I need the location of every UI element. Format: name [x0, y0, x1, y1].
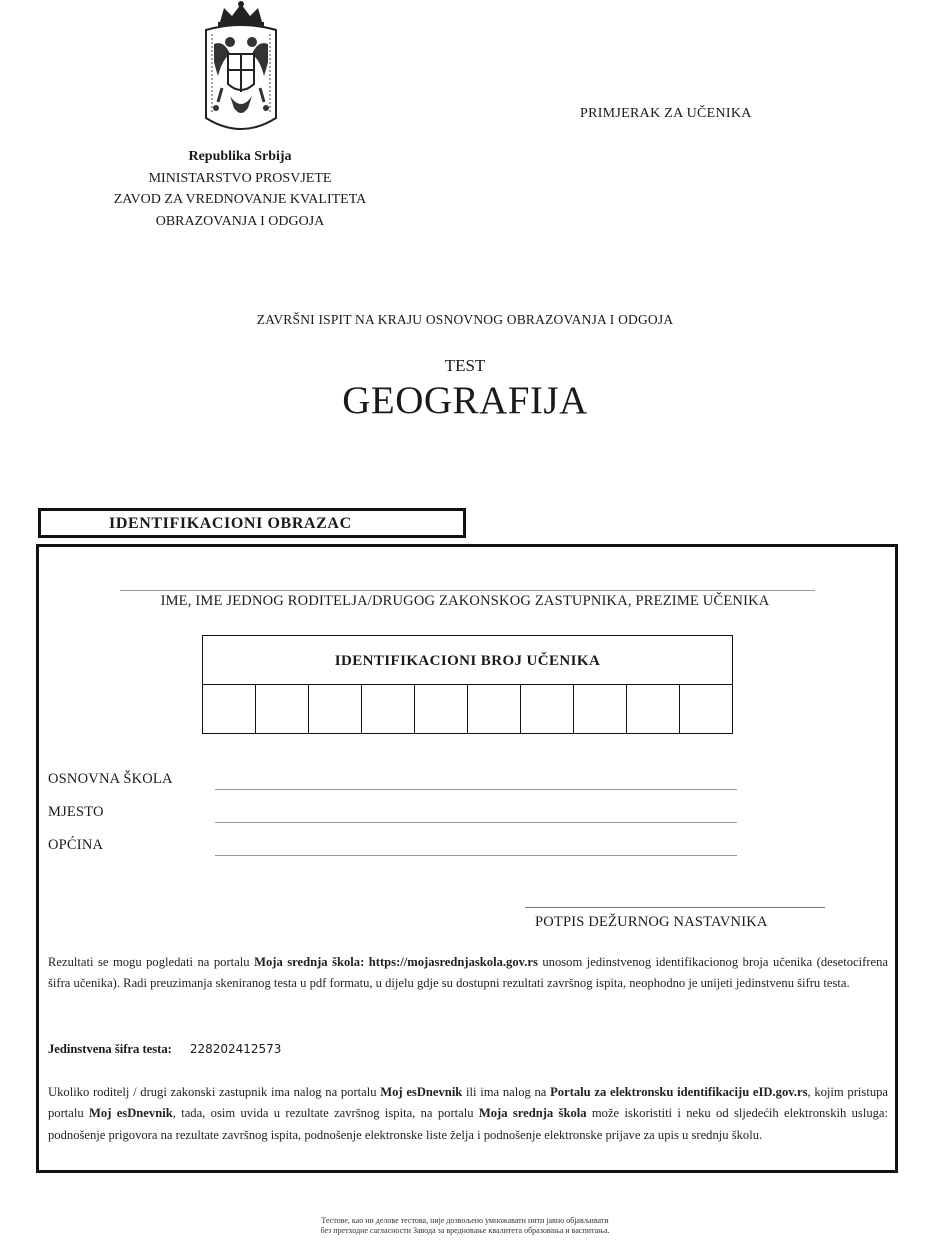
- republic-name: Republika Srbija: [188, 149, 292, 164]
- student-id-cells: [203, 685, 732, 733]
- id-digit-cell[interactable]: [203, 685, 256, 733]
- signature-field[interactable]: [525, 907, 825, 908]
- results-portal-link[interactable]: Moja srednja škola: https://mojasrednjaskola.gov.rs: [254, 955, 538, 969]
- student-name-caption: IME, IME JEDNOG RODITELJA/DRUGOG ZAKONSKOG ZASTUPNIKA, PREZIME UČENIKA: [160, 593, 770, 609]
- copyright-footer: [0, 1216, 930, 1236]
- id-digit-cell[interactable]: [627, 685, 680, 733]
- test-label: TEST: [444, 356, 486, 375]
- issuer-header: [60, 146, 420, 232]
- id-digit-cell[interactable]: [574, 685, 627, 733]
- place-field[interactable]: [215, 822, 737, 823]
- id-digit-cell[interactable]: [415, 685, 468, 733]
- footer-line2: без претходне сагласности Завода за вредновање квалитета образовања и васпитања.: [320, 1226, 610, 1235]
- subject-title: GEOGRAFIJA: [342, 379, 588, 422]
- institute-name-line2: OBRAZOVANJA I ODGOJA: [155, 213, 325, 229]
- student-id-title: IDENTIFIKACIONI BROJ UČENIKA: [203, 636, 732, 685]
- institute-name-line1: ZAVOD ZA VREDNOVANJE KVALITETA: [113, 192, 367, 207]
- ministry-name: MINISTARSTVO PROSVJETE: [148, 170, 332, 186]
- place-label: MJESTO: [48, 804, 104, 820]
- id-digit-cell[interactable]: [468, 685, 521, 733]
- student-name-field[interactable]: [120, 590, 815, 591]
- form-title: IDENTIFIKACIONI OBRAZAC: [38, 508, 466, 538]
- copy-label: PRIMJERAK ZA UČENIKA: [580, 106, 752, 121]
- school-label: OSNOVNA ŠKOLA: [48, 771, 173, 787]
- id-digit-cell[interactable]: [362, 685, 415, 733]
- test-code-label: Jedinstvena šifra testa:: [48, 1042, 172, 1056]
- student-id-table: [202, 635, 733, 734]
- signature-caption: POTPIS DEŽURNOG NASTAVNIKA: [535, 914, 768, 930]
- id-digit-cell[interactable]: [309, 685, 362, 733]
- exam-title: ZAVRŠNI ISPIT NA KRAJU OSNOVNOG OBRAZOVANJA I ODGOJA: [256, 312, 674, 327]
- eservices-info-paragraph: Ukoliko roditelj / drugi zakonski zastupnik ima nalog na portalu Moj esDnevnik ili ima nalog na Portalu za elektronsku identifikaciju eID.gov.rs, kojim pristupa portalu Moj esDnevnik, tada, osim uvida u rezultate završnog ispita, na portalu Moja srednja škola može iskoristiti i neku od sljedećih elektronskih usluga: podnošenje prigovora na rezultate završnog ispita, podnošenje elektronske liste želja i podnošenje elektronske prijave za upis u srednju školu.: [48, 1085, 889, 1142]
- results-info-paragraph: Rezultati se mogu pogledati na portalu Moja srednja škola: https://mojasrednjaskola.gov.rs unosom jedinstvenog identifikacionog broja učenika (desetocifrena šifra učenika). Radi preuzimanja skeniranog testa u pdf formatu, u dijelu gdje su dostupni rezultati završnog ispita, neophodno je unijeti jedinstvenu šifru testa.: [48, 955, 888, 991]
- id-digit-cell[interactable]: [256, 685, 309, 733]
- footer-line1: Тестове, као ни делове тестова, није дозвољено умножавати нити јавно објављивати: [321, 1216, 609, 1225]
- school-field[interactable]: [215, 789, 737, 790]
- id-digit-cell[interactable]: [521, 685, 574, 733]
- coat-of-arms-icon: [200, 0, 282, 136]
- test-code-line: [48, 1042, 281, 1057]
- test-code-value: 228202412573: [189, 1042, 282, 1056]
- municipality-label: OPĆINA: [48, 837, 104, 853]
- id-digit-cell[interactable]: [680, 685, 732, 733]
- municipality-field[interactable]: [215, 855, 737, 856]
